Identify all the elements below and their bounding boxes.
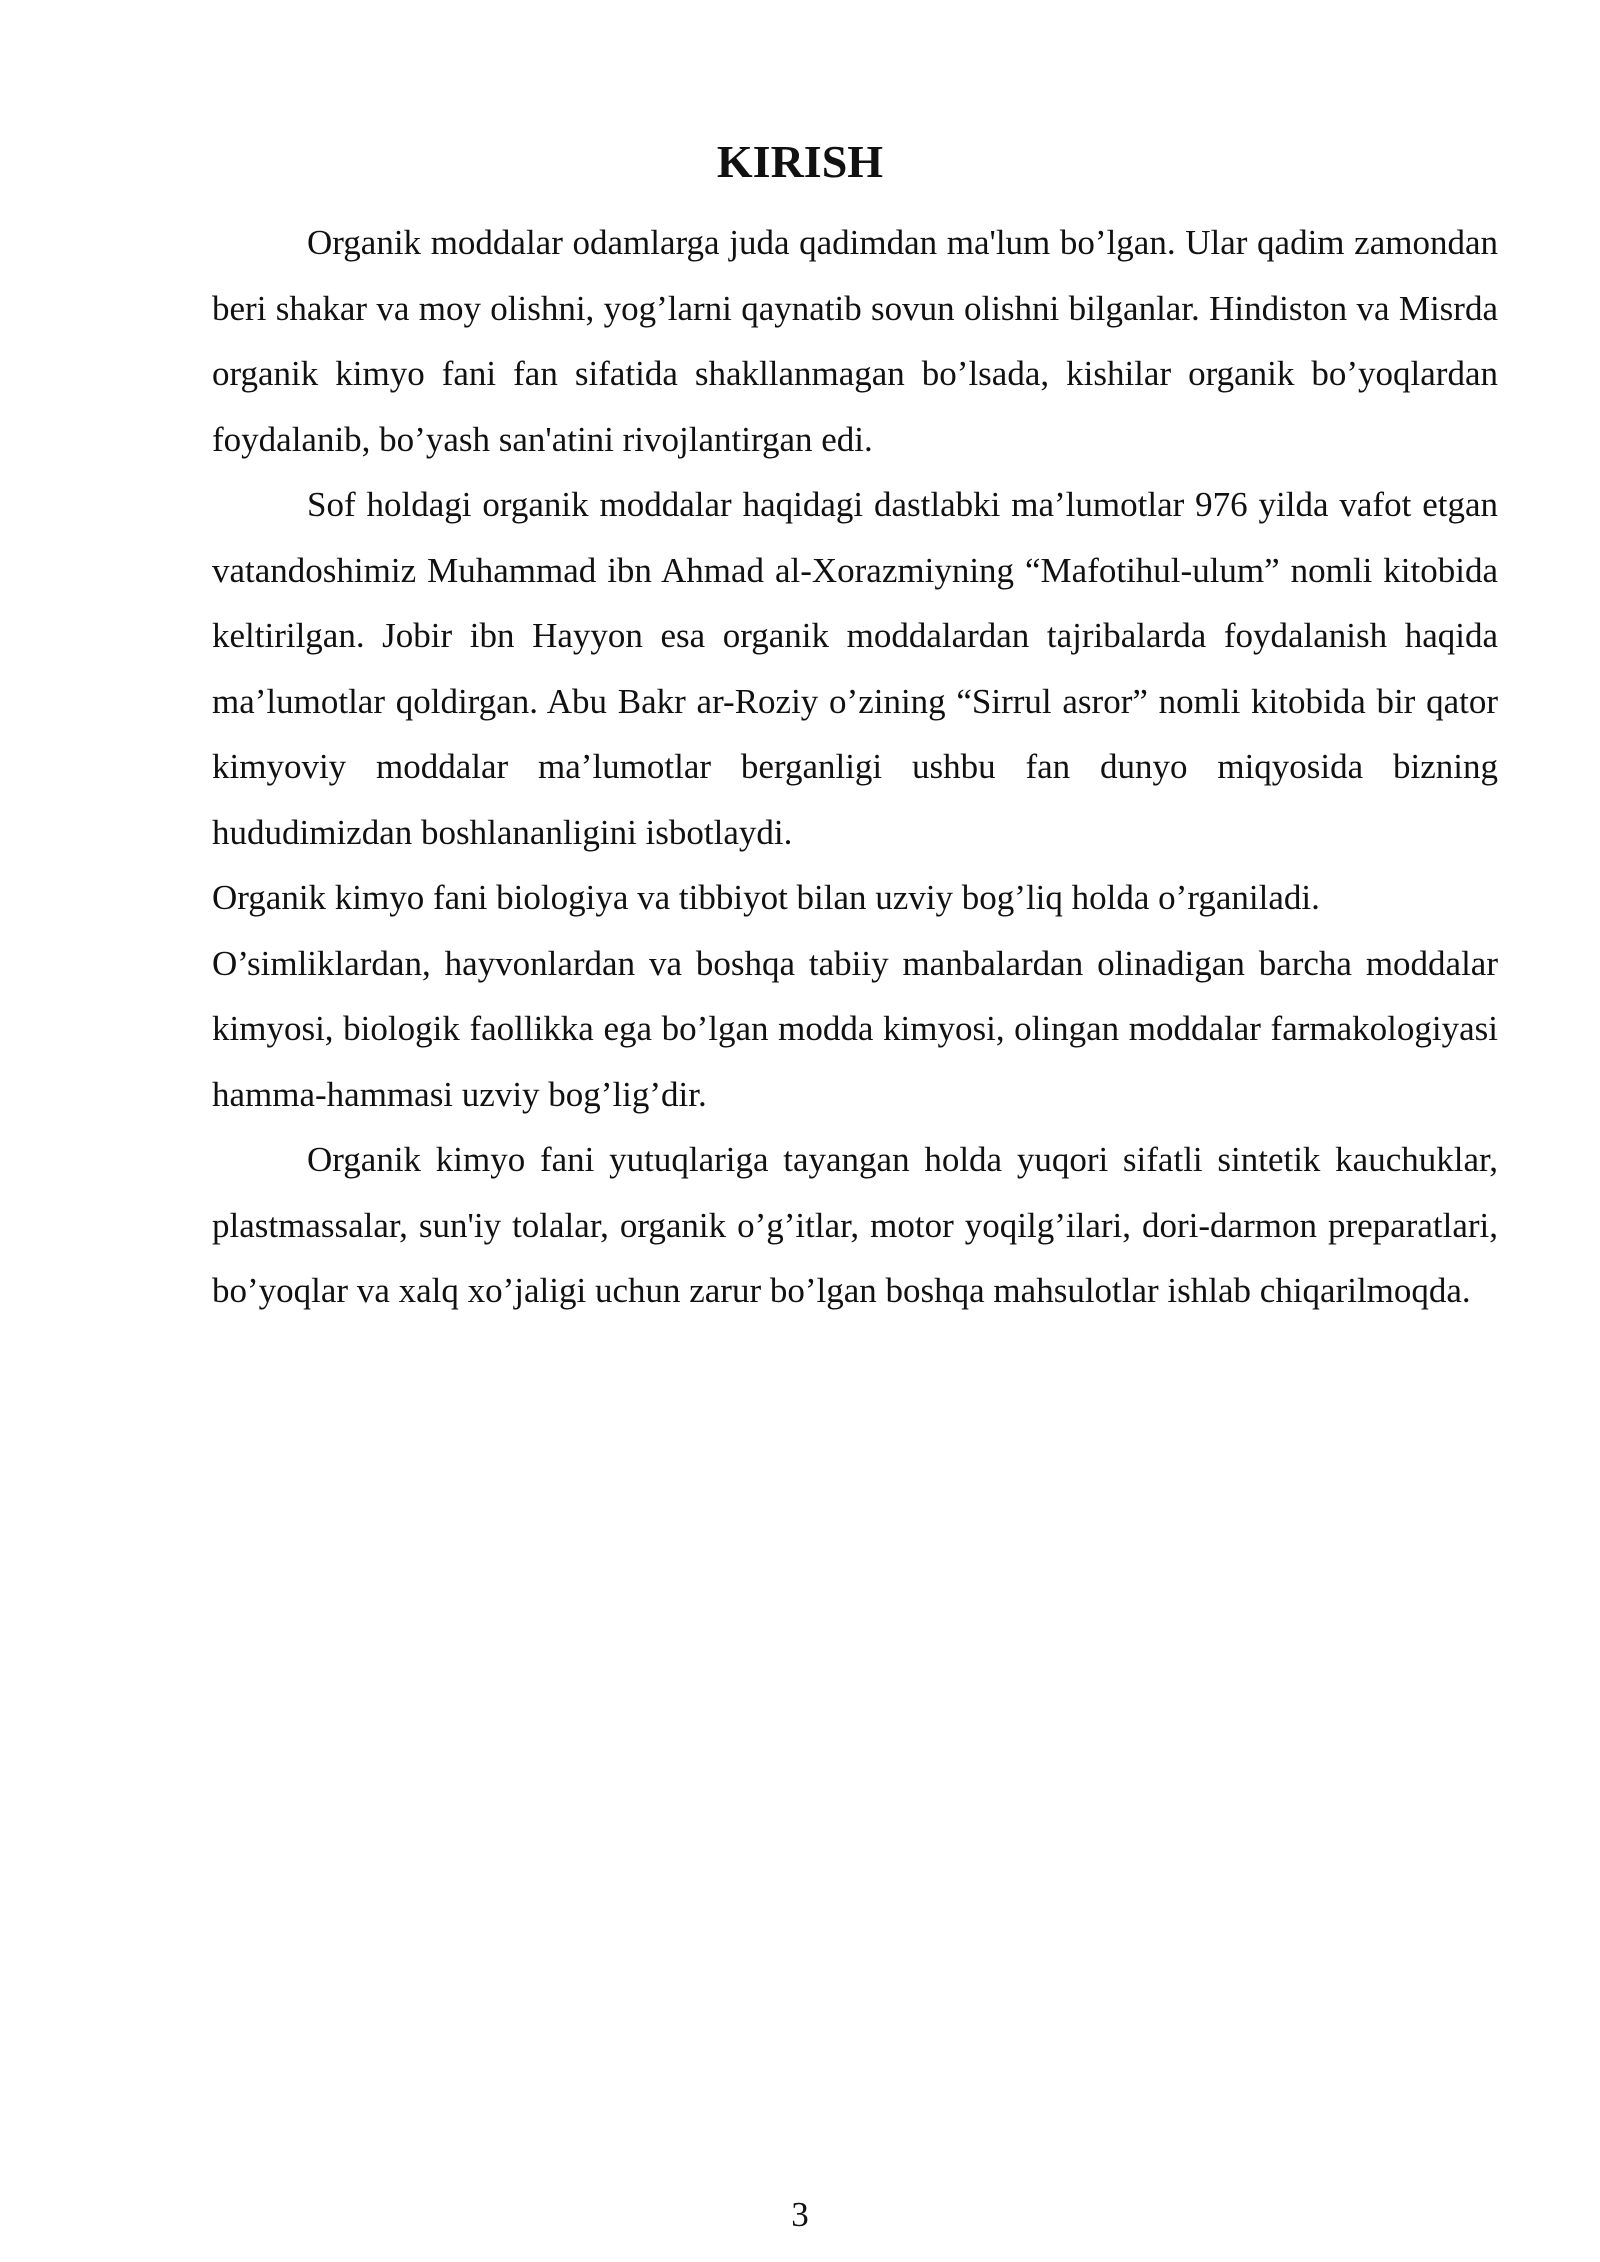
paragraph-3: Organik kimyo fani biologiya va tibbiyot bilan uzviy bog’liq holda o’rganiladi. (212, 878, 1320, 917)
paragraph-4: O’simliklardan, hayvonlardan va boshqa tabiiy manbalardan olinadigan barcha moddalar kimyosi, biologik faollikka ega bo’lgan modda kimyosi, olingan moddalar farmakologiyasi hamma-hammasi uzviy bog’lig’dir. (212, 943, 1498, 1114)
paragraph-5: Organik kimyo fani yutuqlariga tayangan holda yuqori sifatli sintetik kauchuklar, plastmassalar, sun'iy tolalar, organik o’g’itlar, motor yoqilg’ilari, dori-darmon preparatlari, bo’yoqlar va xalq xo’jaligi uchun zarur bo’lgan boshqa mahsulotlar ishlab chiqarilmoqda. (212, 1140, 1498, 1310)
document-body (212, 210, 1498, 1324)
paragraph-2: Sof holdagi organik moddalar haqidagi dastlabki ma’lumotlar 976 yilda vafot etgan vatandoshimiz Muhammad ibn Ahmad al-Xorazmiyning “Mafotihul-ulum” nomli kitobida keltirilgan. Jobir ibn Hayyon esa organik moddalardan tajribalarda foydalanish haqida ma’lumotlar qoldirgan. Abu Bakr ar-Roziy o’zining “Sirrul asror” nomli kitobida bir qator kimyoviy moddalar ma’lumotlar berganligi ushbu fan dunyo miqyosida bizning hududimizdan boshlananligini isbotlaydi. (212, 485, 1498, 852)
page-number: 3 (791, 2195, 809, 2234)
paragraph-1: Organik moddalar odamlarga juda qadimdan ma'lum bo’lgan. Ular qadim zamondan beri shakar va moy olishni, yog’larni qaynatib sovun olishni bilganlar. Hindiston va Misrda organik kimyo fani fan sifatida shakllanmagan bo’lsada, kishilar organik bo’yoqlardan foydalanib, bo’yash san'atini rivojlantirgan edi. (212, 223, 1498, 459)
page-title: KIRISH (716, 136, 884, 187)
